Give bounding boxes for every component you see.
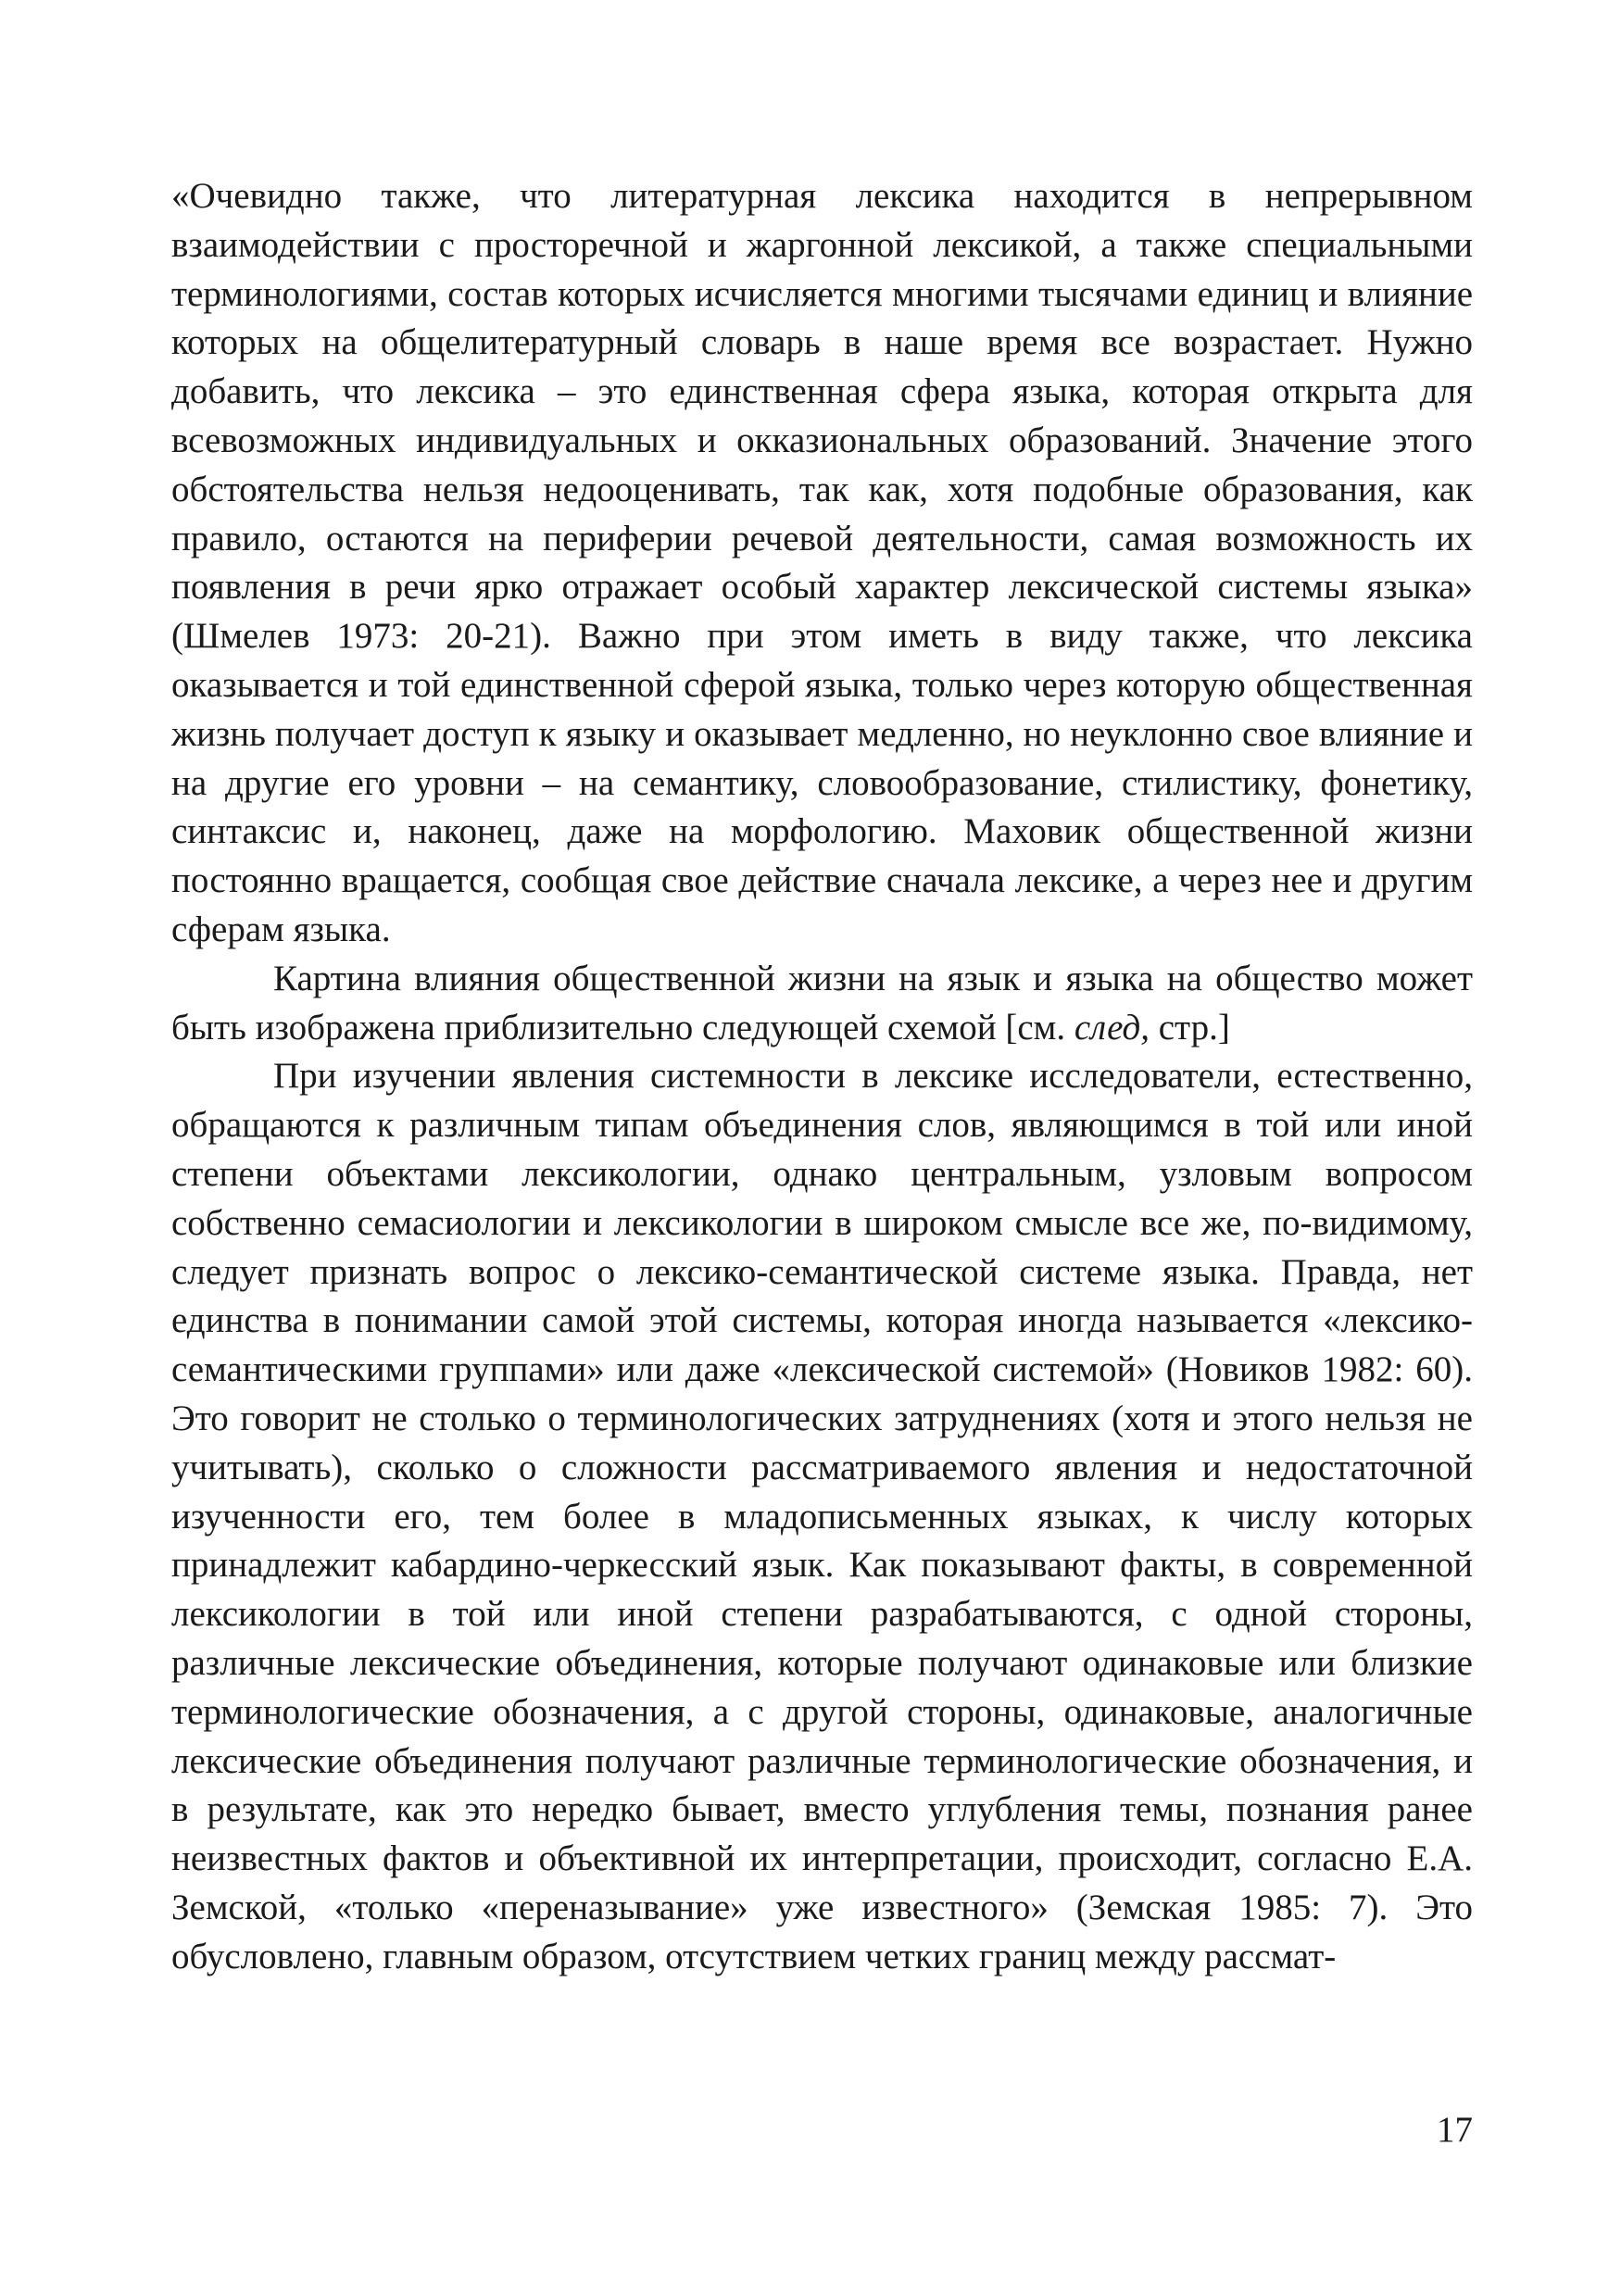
page-number: 17	[1437, 2110, 1473, 2150]
paragraph-systemness: При изучении явления системности в лексике исследователи, естественно, обращаются к различным типам объединения слов, являющимся в той или иной степени объектами лексикологии, однако центральным, узловым вопросом собственно семасиологии и лексикологии в широком смысле все же, по-видимому, следует признать вопрос о лексико-семантической системе языка. Правда, нет единства в понимании самой этой системы, которая иногда называется «лексико-семантическими группами» или даже «лексической системой» (Новиков 1982: 60). Это говорит не столько о терминологических затруднениях (хотя и этого нельзя не учитывать), сколько о сложности рассматриваемого явления и недостаточной изученности его, тем более в младописьменных языках, к числу которых принадлежит кабардино-черкесский язык. Как показывают факты, в современной лексикологии в той или иной степени разрабатываются, с одной стороны, различные лексические объединения, которые получают одинаковые или близкие терминологические обозначения, а с другой стороны, одинаковые, аналогичные лексические объединения получают различные терминологические обозначения, и в результате, как это нередко бывает, вместо углубления темы, познания ранее неизвестных фактов и объективной их интерпретации, происходит, согласно Е.А. Земской, «только «переназывание» уже известного» (Земская 1985: 7). Это обусловлено, главным образом, отсутствием четких границ между рассмат-	[171, 1056, 1473, 1976]
italic-reference: след,	[1074, 1007, 1150, 1048]
paragraph-scheme-reference	[171, 955, 1473, 1053]
paragraph-scheme-text: Картина влияния общественной жизни на язык и языка на общество может быть изображена приблизительно следующей схемой [см.	[171, 958, 1473, 1048]
paragraph-scheme-tail: стр.]	[1149, 1007, 1230, 1048]
body-text	[171, 172, 1473, 1981]
paragraph-quote: «Очевидно также, что литературная лексика находится в непрерывном взаимодействии с просторечной и жаргонной лексикой, а также специальными терминологиями, состав которых исчисляется многими тысячами единиц и влияние которых на общелитературный словарь в наше время все возрастает. Нужно добавить, что лексика – это единственная сфера языка, которая открыта для всевозможных индивидуальных и окказиональных образований. Значение этого обстоятельства нельзя недооценивать, так как, хотя подобные образования, как правило, остаются на периферии речевой деятельности, самая возможность их появления в речи ярко отражает особый характер лексической системы языка» (Шмелев 1973: 20-21). Важно при этом иметь в виду также, что лексика оказывается и той единственной сферой языка, только через которую общественная жизнь получает доступ к языку и оказывает медленно, но неуклонно свое влияние и на другие его уровни – на семантику, словообразование, стилистику, фонетику, синтаксис и, наконец, даже на морфологию. Маховик общественной жизни постоянно вращается, сообщая свое действие сначала лексике, а через нее и другим сферам языка.	[171, 176, 1473, 949]
